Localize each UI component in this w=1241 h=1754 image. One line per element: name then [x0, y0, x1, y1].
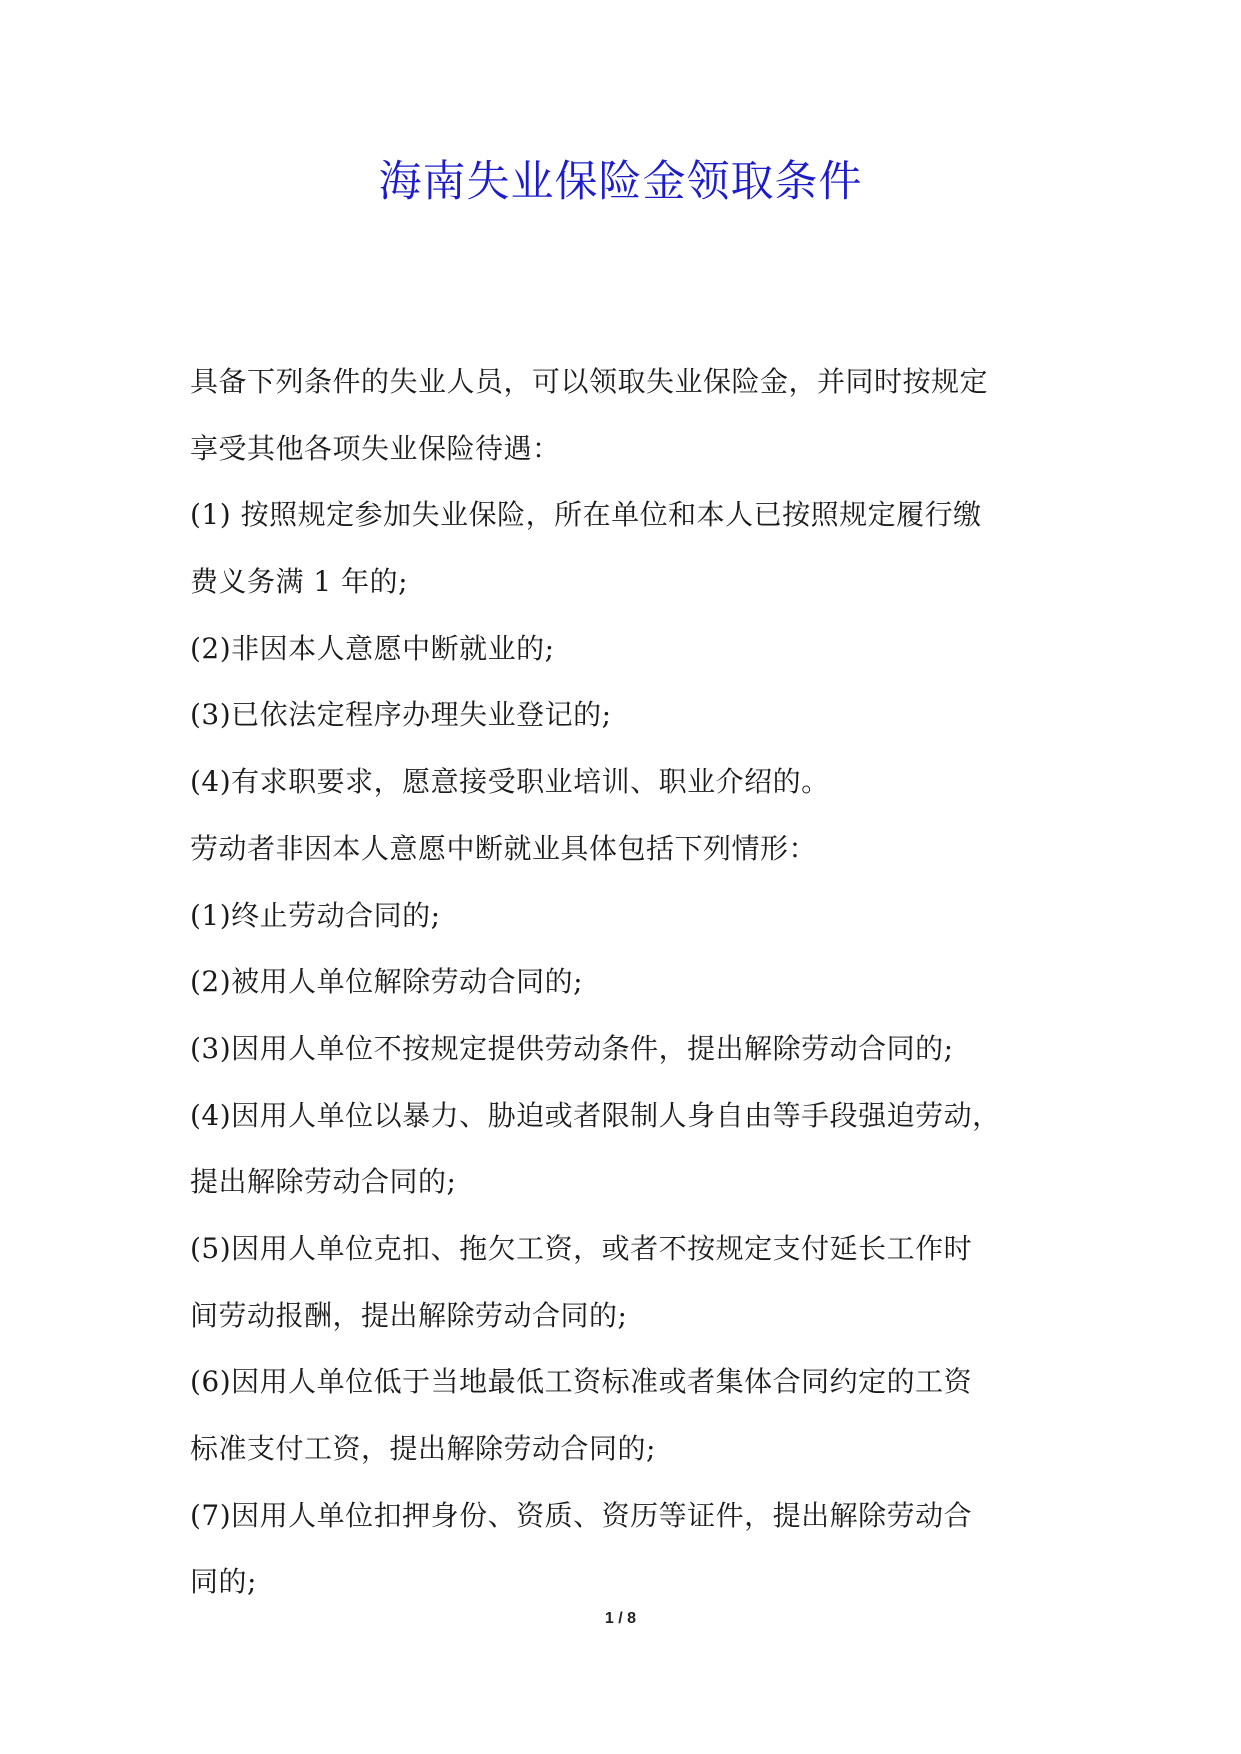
- paragraph-line: 提出解除劳动合同的;: [190, 1165, 457, 1199]
- paragraph-line: 享受其他各项失业保险待遇：: [190, 431, 561, 465]
- paragraph-line: (4)有求职要求，愿意接受职业培训、职业介绍的。: [190, 765, 830, 799]
- document-body: [190, 349, 1060, 1616]
- paragraph-line: (7)因用人单位扣押身份、资质、资历等证件，提出解除劳动合: [190, 1498, 973, 1532]
- paragraph-line: (3)已依法定程序办理失业登记的;: [190, 698, 612, 732]
- paragraph-line: 间劳动报酬，提出解除劳动合同的;: [190, 1298, 628, 1332]
- paragraph-line: 劳动者非因本人意愿中断就业具体包括下列情形：: [190, 831, 818, 865]
- paragraph-line: (5)因用人单位克扣、拖欠工资，或者不按规定支付延长工作时: [190, 1231, 973, 1265]
- paragraph-line: (4)因用人单位以暴力、胁迫或者限制人身自由等手段强迫劳动，: [190, 1098, 1001, 1132]
- paragraph-line: (6)因用人单位低于当地最低工资标准或者集体合同约定的工资: [190, 1365, 973, 1399]
- page-indicator: 1 / 8: [604, 1610, 637, 1627]
- paragraph-line: (2)被用人单位解除劳动合同的;: [190, 965, 584, 999]
- paragraph-line: (2)非因本人意愿中断就业的;: [190, 631, 555, 665]
- paragraph-line: (3)因用人单位不按规定提供劳动条件，提出解除劳动合同的;: [190, 1031, 954, 1065]
- document-title: 海南失业保险金领取条件: [378, 157, 863, 207]
- paragraph-line: 标准支付工资，提出解除劳动合同的;: [190, 1432, 656, 1465]
- paragraph-line: 同的;: [190, 1565, 257, 1599]
- paragraph-line: 具备下列条件的失业人员，可以领取失业保险金，并同时按规定: [190, 365, 989, 398]
- paragraph-line: 费义务满 1 年的;: [190, 565, 409, 599]
- paragraph-line: (1) 按照规定参加失业保险，所在单位和本人已按照规定履行缴: [190, 498, 982, 532]
- paragraph-line: (1)终止劳动合同的;: [190, 898, 441, 932]
